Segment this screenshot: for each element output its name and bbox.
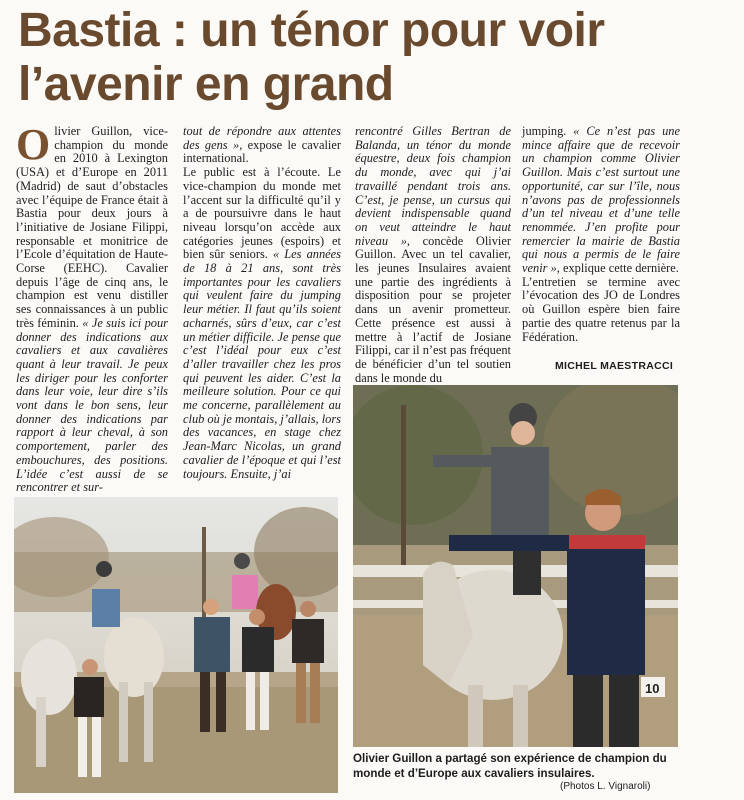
- group-photo-illustration: [14, 497, 338, 793]
- article-text: expose le cavalier international.: [183, 137, 341, 166]
- article-text: explique cette dernière.: [559, 261, 679, 276]
- instructor-photo-illustration: [353, 385, 678, 747]
- article-quote: « Ce n’est pas une mince affaire que de recevoir un champion comme Olivier Guillon. Mais c’est surtout une opportunité, car sur l’île, nous n’avons pas de professionnels d’un tel niveau et d’une telle renommée. J’en profite pour remercier la mairie de Bastia qui nous a permis de le faire venir »,: [522, 124, 680, 276]
- article-intro: livier Guillon, vice-champion du monde en 2010 à Lexington (USA) et d’Europe en 2011 (Madrid) de saut d’obstacles avec l’équipe de France était à Bastia pour deux jours à l’initiative de Josiane Filippi, responsable et monitrice de l’Ecole d’équitation de Haute-Corse (EEHC). Cavalier depuis l’âge de cinq ans, le champion est venu distiller ses connaissances à un public très féminin.: [16, 124, 168, 330]
- drop-cap: O: [16, 120, 51, 169]
- photo-credit: (Photos L. Vignaroli): [560, 781, 651, 792]
- article-text: jumping.: [522, 124, 567, 138]
- headline-line-1: Bastia : un ténor pour voir: [18, 4, 605, 57]
- article-column-3: [355, 125, 511, 385]
- article-quote: rencontré Gilles Bertran de Balanda, un ténor du monde équestre, deux fois champion du monde, avec qui j’ai travaillé pendant trois ans. C’est, je pense, un cursus qui devient indispensable quand on veut atteindre le haut niveau »,: [355, 124, 511, 248]
- rider-number: 10: [645, 681, 660, 696]
- headline: [18, 4, 728, 112]
- article-quote: tout de répondre aux attentes des gens »,: [183, 124, 341, 152]
- instructor-photo: [353, 385, 678, 747]
- article-quote: « Les années de 18 à 21 ans, sont très importantes pour les cavaliers qui veulent faire du jumping leur métier. Il faut qu’ils soient acharnés, sûrs d’eux, car c’est un métier difficile. Je pense que c’est l’idéal pour eux c’est d’aller travailler chez les pros qui peuvent les aider. C’est la meilleure solution. Pour ce qui me concerne, parallèlement au club où je montais, j’allais, lors des vacances, en stage chez Jean-Marc Nicolas, un grand cavalier de l’époque et qui l’est toujours. Ensuite, j’ai: [183, 247, 342, 481]
- photo-caption: Olivier Guillon a partagé son expérience de champion du monde et d’Europe aux cavaliers insulaires.: [353, 752, 667, 780]
- article-column-1: [16, 120, 168, 495]
- article-column-2: [183, 125, 341, 481]
- article-column-4: [522, 125, 680, 344]
- article-quote: « Je suis ici pour donner des indications aux cavaliers et aux cavalières quant à leur travail. Je peux les diriger pour les conforter dans leur voie, leur dire s’ils vont dans le bon sens, leur donner des indications par rapport à leur cheval, à son comportement, parler des embouchures, des positions. L’idée c’est aussi de se rencontrer et sur-: [16, 315, 168, 495]
- article-text: Le public est à l’écoute. Le vice-champion du monde met l’accent sur la difficulté qu’il y a de poursuivre dans le haut niveau lorsqu’on accède aux catégories jeunes (espoirs) et bien sûr seniors.: [183, 165, 341, 262]
- group-photo: [14, 497, 338, 793]
- article-text: L’entretien se termine avec l’évocation des JO de Londres où Guillon espère bien faire partie des quatre retenus par la Fédération.: [522, 274, 680, 344]
- headline-line-2: l’avenir en grand: [18, 58, 394, 111]
- article-text: concède Olivier Guillon. Avec un tel cavalier, les jeunes Insulaires avaient une partie des ingrédients à disposition pour se projeter dans un avenir prometteur. Cette présence est aussi à mettre à l’actif de Josiane Filippi, car il n’est pas fréquent de bénéficier d’un tel soutien dans le monde du: [355, 233, 511, 385]
- author-signature: MICHEL MAESTRACCI: [555, 360, 674, 372]
